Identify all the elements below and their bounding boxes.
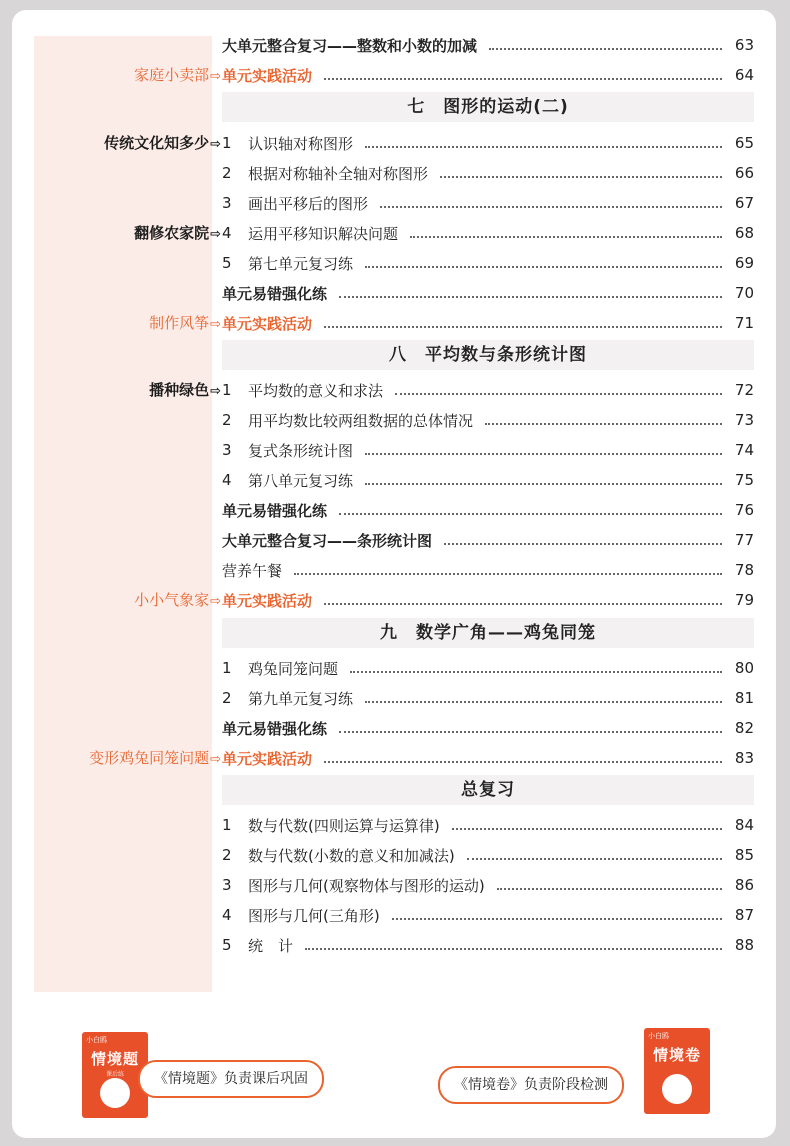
page-number: 66 [734,164,754,182]
entry-title: 单元易错强化练 [222,719,328,738]
page-number: 73 [734,411,754,429]
left-book-title: 情境题 [90,1050,139,1068]
entry-title: 平均数的意义和求法 [248,381,384,400]
dot-leader [339,296,722,298]
entry-number: 4 [222,906,232,924]
page-number: 84 [734,816,754,834]
page-number: 63 [734,36,754,54]
toc-entry [222,308,754,338]
toc-entry [222,60,754,90]
toc-entry [222,495,754,525]
toc-row[interactable] [12,60,776,90]
toc-row[interactable] [12,465,776,495]
toc-entry [222,128,754,158]
dot-leader [324,761,722,763]
dot-leader [305,948,722,950]
entry-title: 数与代数(四则运算与运算律) [248,816,440,835]
dot-leader [339,513,722,515]
entry-title: 运用平移知识解决问题 [248,224,399,243]
entry-title: 统 计 [248,936,294,955]
dot-leader [485,423,722,425]
side-activity-label [149,375,221,405]
entry-title: 根据对称轴补全轴对称图形 [248,164,429,183]
dot-leader [410,236,722,238]
arrow-icon: ⇨ [210,227,221,242]
entry-title: 数与代数(小数的意义和加减法) [248,846,455,865]
side-activity-label [149,308,221,338]
entry-title: 用平均数比较两组数据的总体情况 [248,411,474,430]
entry-number: 4 [222,224,232,242]
mascot-icon [100,1078,130,1108]
toc-entry [222,810,754,840]
toc-row[interactable] [12,218,776,248]
entry-title: 第八单元复习练 [248,471,354,490]
toc-entry [222,375,754,405]
toc-entry [222,30,754,60]
page-number: 69 [734,254,754,272]
entry-title: 单元易错强化练 [222,284,328,303]
dot-leader [365,483,722,485]
dot-leader [489,48,722,50]
side-activity-text: 变形鸡兔同笼问题 [89,749,210,767]
entry-title: 图形与几何(观察物体与图形的运动) [248,876,485,895]
toc-entry [222,278,754,308]
toc-row[interactable] [12,683,776,713]
toc-row[interactable] [12,585,776,615]
side-activity-label [134,60,221,90]
toc-row[interactable] [12,248,776,278]
entry-number: 1 [222,134,232,152]
toc-entry [222,158,754,188]
toc-row[interactable] [12,30,776,60]
side-activity-label [134,218,221,248]
toc-entry [222,188,754,218]
entry-title: 营养午餐 [222,561,283,580]
side-activity-label [134,585,221,615]
page-number: 83 [734,749,754,767]
toc-entry [222,840,754,870]
dot-leader [392,918,722,920]
entry-number: 3 [222,194,232,212]
chapter-heading: 八 平均数与条形统计图 [222,340,754,370]
page-number: 88 [734,936,754,954]
page-number: 86 [734,876,754,894]
entry-title: 单元实践活动 [222,591,313,610]
entry-title: 单元实践活动 [222,314,313,333]
toc-entry [222,405,754,435]
toc-row[interactable] [12,435,776,465]
entry-title: 大单元整合复习——条形统计图 [222,531,433,550]
toc-entry [222,218,754,248]
page-number: 72 [734,381,754,399]
toc-entry [222,248,754,278]
toc-row[interactable] [12,900,776,930]
arrow-icon: ⇨ [210,594,221,609]
toc-row[interactable] [12,870,776,900]
chapter-heading: 九 数学广角——鸡兔同笼 [222,618,754,648]
page-number: 81 [734,689,754,707]
toc-row[interactable] [12,810,776,840]
right-book-title: 情境卷 [652,1046,701,1064]
right-promo-bubble: 《情境卷》负责阶段检测 [438,1066,624,1104]
side-activity-text: 播种绿色 [149,381,210,399]
page-number: 87 [734,906,754,924]
toc-entry [222,555,754,585]
entry-number: 1 [222,381,232,399]
dot-leader [497,888,722,890]
side-activity-text: 制作风筝 [149,314,210,332]
entry-title: 单元实践活动 [222,749,313,768]
dot-leader [339,731,722,733]
arrow-icon: ⇨ [210,137,221,152]
toc-entry [222,585,754,615]
dot-leader [452,828,722,830]
toc-row[interactable] [12,188,776,218]
toc-row[interactable] [12,308,776,338]
dot-leader [324,78,722,80]
promo-footer [12,1010,776,1138]
entry-number: 2 [222,689,232,707]
page-number: 85 [734,846,754,864]
right-book-cover [644,1028,710,1114]
left-promo-bubble: 《情境题》负责课后巩固 [138,1060,324,1098]
toc-row[interactable] [12,278,776,308]
page-number: 68 [734,224,754,242]
toc-row[interactable] [12,128,776,158]
entry-title: 第七单元复习练 [248,254,354,273]
side-activity-text: 翻修农家院 [134,224,210,242]
entry-title: 单元易错强化练 [222,501,328,520]
entry-title: 第九单元复习练 [248,689,354,708]
dot-leader [444,543,722,545]
arrow-icon: ⇨ [210,752,221,767]
toc-entry [222,870,754,900]
toc-entry [222,683,754,713]
entry-number: 5 [222,254,232,272]
toc-page [12,10,776,1138]
side-activity-text: 小小气象家 [134,591,210,609]
toc-row[interactable] [12,525,776,555]
dot-leader [395,393,722,395]
toc-row[interactable] [12,713,776,743]
dot-leader [324,603,722,605]
left-book-sub: 课后练 [105,1071,124,1078]
toc-row[interactable] [12,555,776,585]
toc-row[interactable] [12,743,776,773]
page-number: 78 [734,561,754,579]
side-activity-text: 家庭小卖部 [134,66,210,84]
dot-leader [380,206,722,208]
chapter-heading: 总复习 [222,775,754,805]
page-number: 67 [734,194,754,212]
page-number: 65 [734,134,754,152]
toc-row[interactable] [12,158,776,188]
entry-title: 画出平移后的图形 [248,194,369,213]
arrow-icon: ⇨ [210,384,221,399]
toc-entry [222,435,754,465]
left-book-brand: 小白鸥 [86,1036,107,1044]
entry-number: 1 [222,816,232,834]
page-number: 77 [734,531,754,549]
dot-leader [365,453,722,455]
side-activity-text: 传统文化知多少 [104,134,210,152]
page-number: 70 [734,284,754,302]
dot-leader [324,326,722,328]
dot-leader [440,176,722,178]
page-number: 79 [734,591,754,609]
entry-number: 4 [222,471,232,489]
page-number: 82 [734,719,754,737]
entry-number: 3 [222,876,232,894]
page-number: 64 [734,66,754,84]
page-number: 71 [734,314,754,332]
entry-number: 2 [222,164,232,182]
page-number: 76 [734,501,754,519]
toc-entry [222,713,754,743]
page-number: 75 [734,471,754,489]
dot-leader [365,701,722,703]
entry-number: 3 [222,441,232,459]
toc-row[interactable] [12,930,776,960]
toc-entry [222,900,754,930]
entry-title: 大单元整合复习——整数和小数的加减 [222,36,478,55]
toc-entry [222,743,754,773]
entry-title: 单元实践活动 [222,66,313,85]
entry-number: 2 [222,411,232,429]
dot-leader [365,266,722,268]
entry-number: 5 [222,936,232,954]
toc-entry [222,465,754,495]
toc-row[interactable] [12,405,776,435]
entry-title: 图形与几何(三角形) [248,906,380,925]
entry-title: 鸡兔同笼问题 [248,659,339,678]
entry-title: 认识轴对称图形 [248,134,354,153]
right-book-brand: 小白鸥 [648,1032,669,1040]
dot-leader [467,858,722,860]
toc-entry [222,930,754,960]
toc-row[interactable] [12,840,776,870]
entry-number: 1 [222,659,232,677]
entry-number: 2 [222,846,232,864]
page-number: 80 [734,659,754,677]
page-number: 74 [734,441,754,459]
side-activity-label [104,128,221,158]
dot-leader [365,146,722,148]
toc-row[interactable] [12,495,776,525]
mascot-icon [662,1074,692,1104]
dot-leader [350,671,722,673]
arrow-icon: ⇨ [210,317,221,332]
chapter-heading: 七 图形的运动(二) [222,92,754,122]
arrow-icon: ⇨ [210,69,221,84]
toc-entry [222,653,754,683]
dot-leader [294,573,722,575]
toc-entry [222,525,754,555]
toc-row[interactable] [12,375,776,405]
entry-title: 复式条形统计图 [248,441,354,460]
toc-row[interactable] [12,653,776,683]
side-activity-label [89,743,221,773]
